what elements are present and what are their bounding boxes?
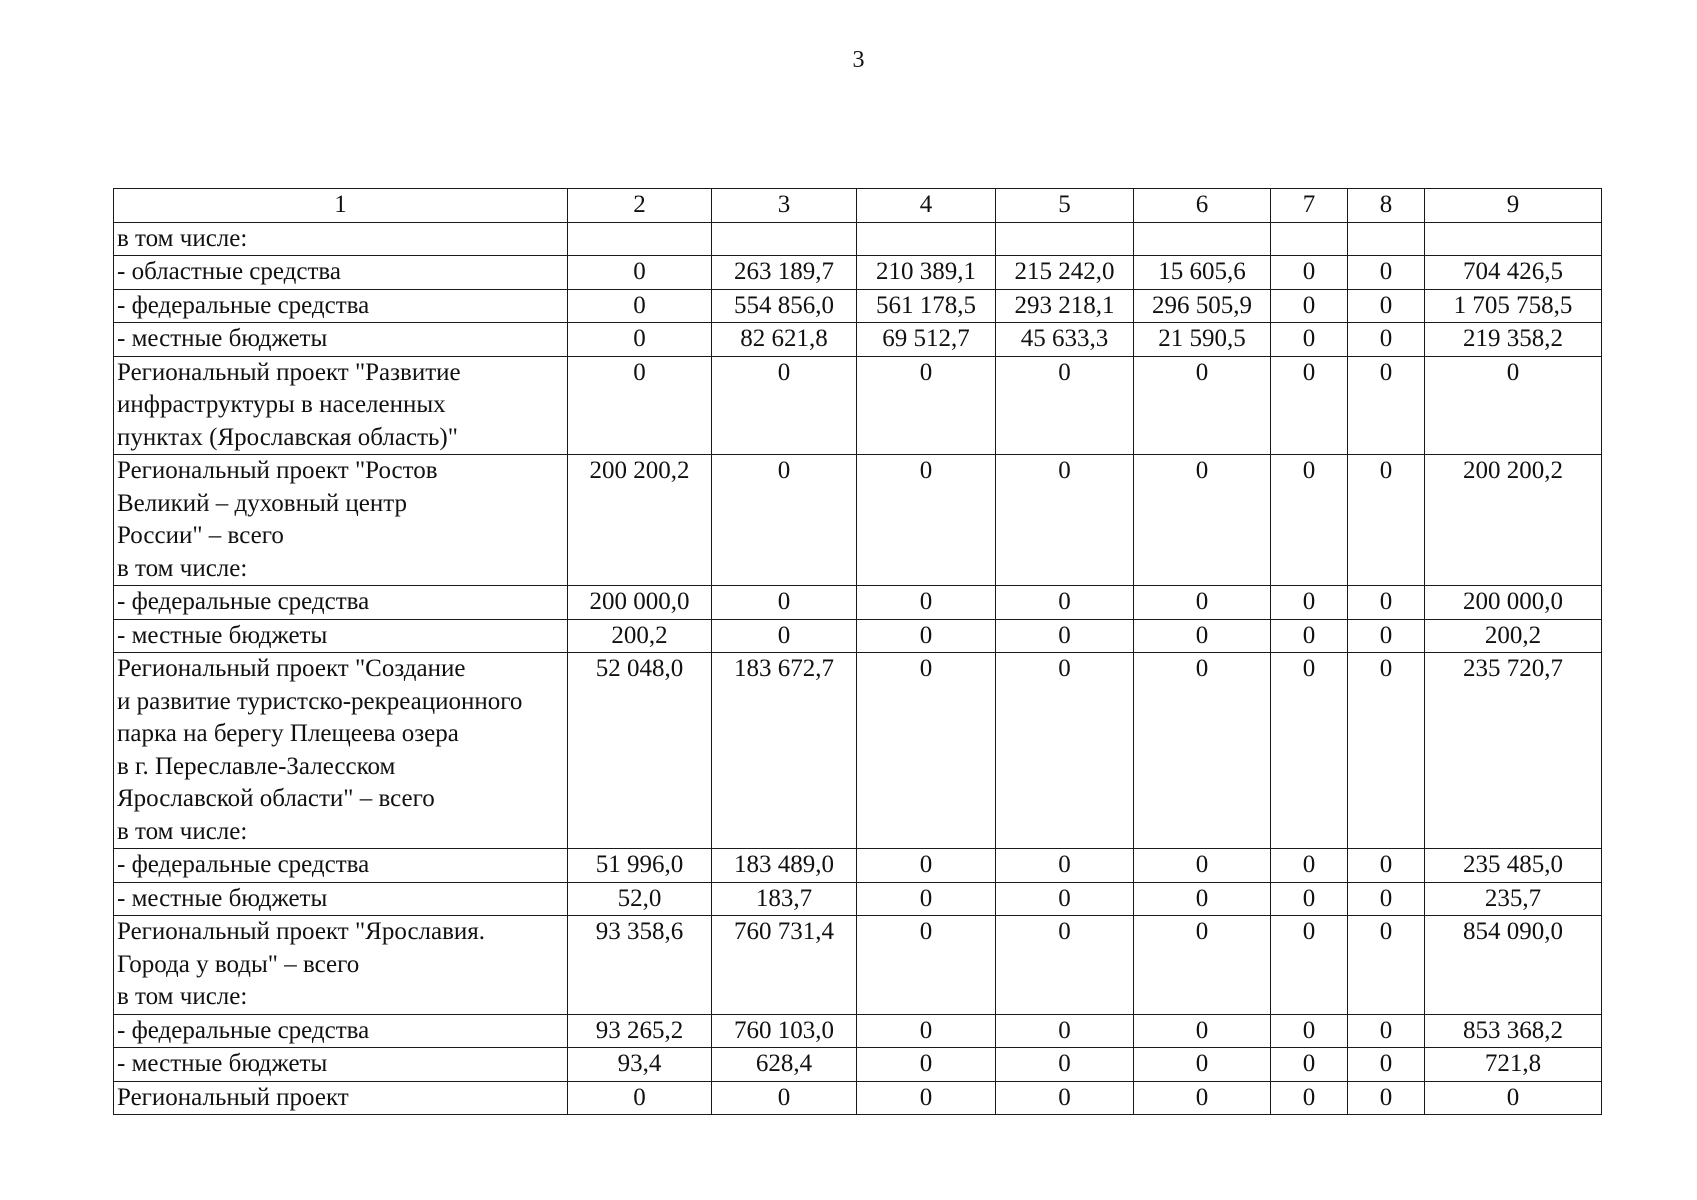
value-cell: 0 xyxy=(1271,1014,1348,1048)
row-label-cell xyxy=(114,1014,568,1048)
row-label-line: - федеральные средства xyxy=(117,291,370,319)
value-cell: 0 xyxy=(1271,256,1348,290)
value-cell: 235 485,0 xyxy=(1425,849,1602,883)
value-cell: 210 389,1 xyxy=(857,256,996,290)
value-cell: 0 xyxy=(857,849,996,883)
value-cell: 200 000,0 xyxy=(1425,586,1602,620)
value-cell: 0 xyxy=(857,1081,996,1115)
value-cell xyxy=(996,222,1134,256)
value-cell: 0 xyxy=(857,586,996,620)
row-label-line: в том числе: xyxy=(117,983,248,1010)
value-cell: 0 xyxy=(568,323,712,357)
value-cell: 0 xyxy=(1271,619,1348,653)
value-cell: 0 xyxy=(996,653,1134,849)
value-cell: 0 xyxy=(1271,916,1348,1015)
value-cell: 0 xyxy=(1134,882,1271,916)
table-row xyxy=(114,849,1602,883)
header-cell: 6 xyxy=(1134,189,1271,223)
value-cell: 0 xyxy=(568,356,712,455)
row-label-cell xyxy=(114,653,568,849)
row-label-line: - местные бюджеты xyxy=(117,884,328,912)
value-cell: 0 xyxy=(568,1081,712,1115)
value-cell: 93 265,2 xyxy=(568,1014,712,1048)
row-label-line: в том числе: xyxy=(117,224,248,252)
row-label-line: - областные средства xyxy=(117,258,341,285)
table-row xyxy=(114,619,1602,653)
table-row xyxy=(114,356,1602,455)
row-label-line: Региональный проект "Создание xyxy=(117,655,466,682)
value-cell: 200,2 xyxy=(1425,619,1602,653)
header-cell: 2 xyxy=(568,189,712,223)
value-cell: 760 103,0 xyxy=(712,1014,857,1048)
row-label-cell xyxy=(114,1048,568,1082)
value-cell: 183 672,7 xyxy=(712,653,857,849)
value-cell xyxy=(1134,222,1271,256)
value-cell: 0 xyxy=(1134,1014,1271,1048)
value-cell: 0 xyxy=(857,1048,996,1082)
row-label-line: в том числе: xyxy=(117,817,248,845)
value-cell: 0 xyxy=(1134,619,1271,653)
value-cell: 235 720,7 xyxy=(1425,653,1602,849)
value-cell: 0 xyxy=(1348,882,1425,916)
header-cell: 3 xyxy=(712,189,857,223)
value-cell: 0 xyxy=(712,586,857,620)
row-label-line: Региональный проект "Развитие xyxy=(117,358,461,386)
value-cell: 21 590,5 xyxy=(1134,323,1271,357)
value-cell: 52,0 xyxy=(568,882,712,916)
value-cell: 554 856,0 xyxy=(712,289,857,323)
row-label-line: Региональный проект "Ярославия. xyxy=(117,918,486,945)
value-cell: 0 xyxy=(1348,323,1425,357)
value-cell: 0 xyxy=(1425,1081,1602,1115)
row-label-line: - федеральные средства xyxy=(117,588,370,615)
value-cell: 704 426,5 xyxy=(1425,256,1602,290)
table-body xyxy=(114,189,1602,1115)
value-cell: 0 xyxy=(1134,356,1271,455)
value-cell: 0 xyxy=(1271,323,1348,357)
table-row xyxy=(114,455,1602,586)
value-cell: 296 505,9 xyxy=(1134,289,1271,323)
value-cell: 183 489,0 xyxy=(712,849,857,883)
value-cell: 0 xyxy=(996,619,1134,653)
value-cell: 0 xyxy=(1348,1081,1425,1115)
value-cell: 0 xyxy=(1271,849,1348,883)
value-cell xyxy=(857,222,996,256)
value-cell: 183,7 xyxy=(712,882,857,916)
table-header-row xyxy=(114,189,1602,223)
value-cell: 0 xyxy=(1348,356,1425,455)
value-cell: 0 xyxy=(1348,1048,1425,1082)
header-cell: 5 xyxy=(996,189,1134,223)
value-cell xyxy=(712,222,857,256)
row-label-cell xyxy=(114,455,568,586)
value-cell: 0 xyxy=(1134,1048,1271,1082)
row-label-line: Великий – духовный центр xyxy=(117,489,407,517)
row-label-line: парка на берегу Плещеева озера xyxy=(117,720,459,747)
table-row xyxy=(114,916,1602,1015)
value-cell: 200 200,2 xyxy=(568,455,712,586)
value-cell: 0 xyxy=(996,1014,1134,1048)
row-label-line: - федеральные средства xyxy=(117,1016,370,1044)
value-cell: 0 xyxy=(996,1081,1134,1115)
value-cell: 0 xyxy=(1271,1048,1348,1082)
row-label-line: в г. Переславле-Залесском xyxy=(117,752,396,780)
row-label-cell xyxy=(114,882,568,916)
row-label-line: Ярославской области" – всего xyxy=(117,785,435,812)
value-cell: 0 xyxy=(857,916,996,1015)
row-label-cell xyxy=(114,323,568,357)
header-cell: 4 xyxy=(857,189,996,223)
value-cell: 0 xyxy=(857,356,996,455)
value-cell: 853 368,2 xyxy=(1425,1014,1602,1048)
value-cell: 0 xyxy=(996,455,1134,586)
row-label-cell xyxy=(114,916,568,1015)
value-cell: 0 xyxy=(1271,356,1348,455)
row-label-line: - местные бюджеты xyxy=(117,325,328,352)
value-cell: 0 xyxy=(996,849,1134,883)
value-cell: 0 xyxy=(857,1014,996,1048)
row-label-line: - федеральные средства xyxy=(117,851,370,878)
value-cell: 0 xyxy=(1348,289,1425,323)
row-label-cell xyxy=(114,289,568,323)
value-cell: 628,4 xyxy=(712,1048,857,1082)
value-cell: 82 621,8 xyxy=(712,323,857,357)
table-row xyxy=(114,1081,1602,1115)
value-cell: 0 xyxy=(857,882,996,916)
value-cell: 0 xyxy=(1348,455,1425,586)
value-cell: 0 xyxy=(857,619,996,653)
row-label-cell xyxy=(114,849,568,883)
value-cell: 52 048,0 xyxy=(568,653,712,849)
value-cell: 0 xyxy=(1134,1081,1271,1115)
value-cell: 93,4 xyxy=(568,1048,712,1082)
row-label-cell xyxy=(114,1081,568,1115)
value-cell xyxy=(568,222,712,256)
table-row xyxy=(114,586,1602,620)
value-cell: 0 xyxy=(712,455,857,586)
row-label-line: инфраструктуры в населенных xyxy=(117,391,446,418)
value-cell: 15 605,6 xyxy=(1134,256,1271,290)
value-cell: 0 xyxy=(568,256,712,290)
row-label-line: Региональный проект "Ростов xyxy=(117,457,438,484)
value-cell: 0 xyxy=(1348,849,1425,883)
value-cell: 0 xyxy=(1271,653,1348,849)
value-cell: 69 512,7 xyxy=(857,323,996,357)
value-cell: 0 xyxy=(1134,849,1271,883)
value-cell: 200 200,2 xyxy=(1425,455,1602,586)
value-cell: 93 358,6 xyxy=(568,916,712,1015)
value-cell: 263 189,7 xyxy=(712,256,857,290)
value-cell: 0 xyxy=(712,356,857,455)
value-cell: 854 090,0 xyxy=(1425,916,1602,1015)
value-cell xyxy=(1348,222,1425,256)
value-cell: 0 xyxy=(1271,882,1348,916)
table-row xyxy=(114,323,1602,357)
value-cell: 0 xyxy=(1134,586,1271,620)
row-label-line: - местные бюджеты xyxy=(117,1050,328,1077)
value-cell: 0 xyxy=(1134,653,1271,849)
value-cell: 0 xyxy=(1425,356,1602,455)
value-cell: 760 731,4 xyxy=(712,916,857,1015)
row-label-line: Города у воды" – всего xyxy=(117,950,360,978)
value-cell: 235,7 xyxy=(1425,882,1602,916)
table-row xyxy=(114,653,1602,849)
value-cell: 293 218,1 xyxy=(996,289,1134,323)
value-cell xyxy=(1425,222,1602,256)
value-cell: 0 xyxy=(996,586,1134,620)
value-cell: 0 xyxy=(996,882,1134,916)
table-row xyxy=(114,1014,1602,1048)
value-cell: 0 xyxy=(996,1048,1134,1082)
value-cell: 45 633,3 xyxy=(996,323,1134,357)
value-cell: 0 xyxy=(1348,586,1425,620)
page-number: 3 xyxy=(852,47,865,73)
header-cell: 1 xyxy=(114,189,568,223)
value-cell: 200 000,0 xyxy=(568,586,712,620)
value-cell: 0 xyxy=(1134,455,1271,586)
value-cell: 0 xyxy=(712,619,857,653)
table-row xyxy=(114,222,1602,256)
header-cell: 8 xyxy=(1348,189,1425,223)
value-cell: 200,2 xyxy=(568,619,712,653)
row-label-line: в том числе: xyxy=(117,554,248,582)
value-cell: 0 xyxy=(1348,1014,1425,1048)
value-cell: 0 xyxy=(1271,586,1348,620)
value-cell: 0 xyxy=(1348,653,1425,849)
value-cell: 0 xyxy=(1271,455,1348,586)
value-cell: 0 xyxy=(1348,619,1425,653)
row-label-line: России" – всего xyxy=(117,522,284,549)
row-label-cell xyxy=(114,619,568,653)
value-cell: 0 xyxy=(857,653,996,849)
value-cell xyxy=(1271,222,1348,256)
row-label-line: и развитие туристско-рекреационного xyxy=(117,687,523,715)
row-label-cell xyxy=(114,586,568,620)
table-row xyxy=(114,289,1602,323)
value-cell: 561 178,5 xyxy=(857,289,996,323)
value-cell: 0 xyxy=(712,1081,857,1115)
header-cell: 7 xyxy=(1271,189,1348,223)
value-cell: 0 xyxy=(1271,1081,1348,1115)
value-cell: 0 xyxy=(857,455,996,586)
row-label-cell xyxy=(114,356,568,455)
row-label-cell xyxy=(114,256,568,290)
value-cell: 0 xyxy=(996,916,1134,1015)
value-cell: 215 242,0 xyxy=(996,256,1134,290)
value-cell: 1 705 758,5 xyxy=(1425,289,1602,323)
value-cell: 0 xyxy=(1271,289,1348,323)
value-cell: 0 xyxy=(1348,916,1425,1015)
table-row xyxy=(114,882,1602,916)
value-cell: 0 xyxy=(996,356,1134,455)
row-label-line: - местные бюджеты xyxy=(117,621,328,649)
value-cell: 0 xyxy=(1134,916,1271,1015)
value-cell: 721,8 xyxy=(1425,1048,1602,1082)
value-cell: 0 xyxy=(568,289,712,323)
budget-table xyxy=(113,188,1602,1115)
row-label-cell xyxy=(114,222,568,256)
header-cell: 9 xyxy=(1425,189,1602,223)
row-label-line: пунктах (Ярославская область)" xyxy=(117,423,458,451)
table-row xyxy=(114,1048,1602,1082)
value-cell: 219 358,2 xyxy=(1425,323,1602,357)
table-row xyxy=(114,256,1602,290)
row-label-line: Региональный проект xyxy=(117,1083,349,1111)
value-cell: 0 xyxy=(1348,256,1425,290)
value-cell: 51 996,0 xyxy=(568,849,712,883)
